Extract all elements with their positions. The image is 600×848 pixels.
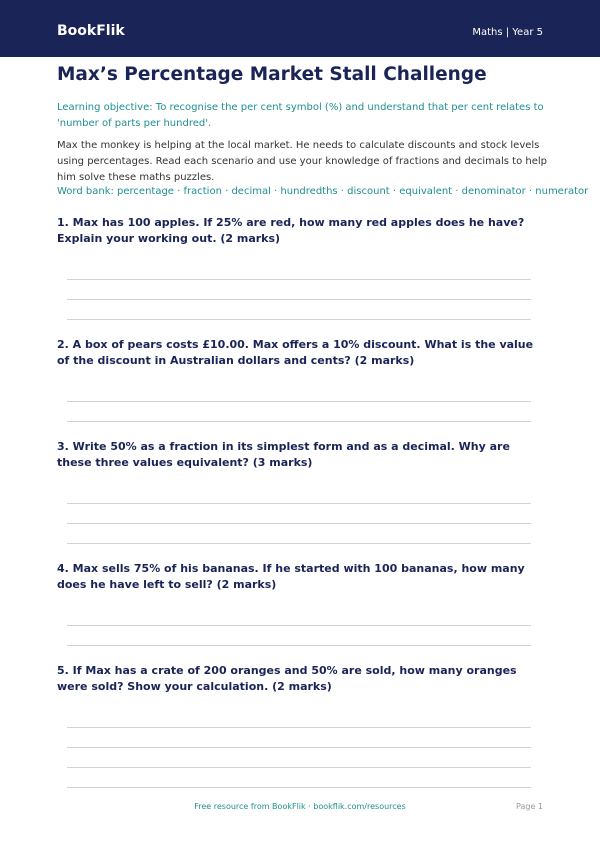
answer-line[interactable]: [67, 727, 531, 728]
answer-line[interactable]: [67, 645, 531, 646]
brand-logo-text: BookFlik: [57, 23, 125, 39]
footer-source: Free resource from BookFlik · bookflik.com/resources: [194, 802, 406, 811]
question-3: 3. Write 50% as a fraction in its simplest form and as a decimal. Why are these three values equivalent? (3 marks): [57, 440, 510, 469]
answer-line[interactable]: [67, 787, 531, 788]
header-bar: [0, 0, 600, 57]
word-bank: Word bank: percentage · fraction · decimal · hundredths · discount · equivalent · denominator · numerator: [57, 186, 589, 197]
subject-year-label: Maths | Year 5: [472, 27, 543, 38]
page-number: Page 1: [516, 802, 543, 811]
answer-line[interactable]: [67, 503, 531, 504]
question-2: 2. A box of pears costs £10.00. Max offers a 10% discount. What is the value of the discount in Australian dollars and cents? (2 marks): [57, 338, 534, 367]
answer-line[interactable]: [67, 279, 531, 280]
worksheet-title: Max’s Percentage Market Stall Challenge: [57, 64, 487, 85]
answer-line[interactable]: [67, 767, 531, 768]
intro-paragraph: Max the monkey is helping at the local market. He needs to calculate discounts and stock levels using percentages. Read each scenario and use your knowledge of fractions and decimals to help him solve these maths puzzles.: [57, 140, 547, 183]
question-1: 1. Max has 100 apples. If 25% are red, how many red apples does he have? Explain your working out. (2 marks): [57, 216, 525, 245]
answer-line[interactable]: [67, 625, 531, 626]
answer-line[interactable]: [67, 319, 531, 320]
answer-line[interactable]: [67, 747, 531, 748]
answer-line[interactable]: [67, 299, 531, 300]
answer-line[interactable]: [67, 543, 531, 544]
question-4: 4. Max sells 75% of his bananas. If he started with 100 bananas, how many does he have left to sell? (2 marks): [57, 562, 525, 591]
answer-line[interactable]: [67, 421, 531, 422]
question-5: 5. If Max has a crate of 200 oranges and 50% are sold, how many oranges were sold? Show your calculation. (2 marks): [57, 664, 517, 693]
answer-line[interactable]: [67, 523, 531, 524]
answer-line[interactable]: [67, 401, 531, 402]
learning-objective: Learning objective: To recognise the per cent symbol (%) and understand that per cent relates to 'number of parts per hundred'.: [57, 102, 544, 129]
